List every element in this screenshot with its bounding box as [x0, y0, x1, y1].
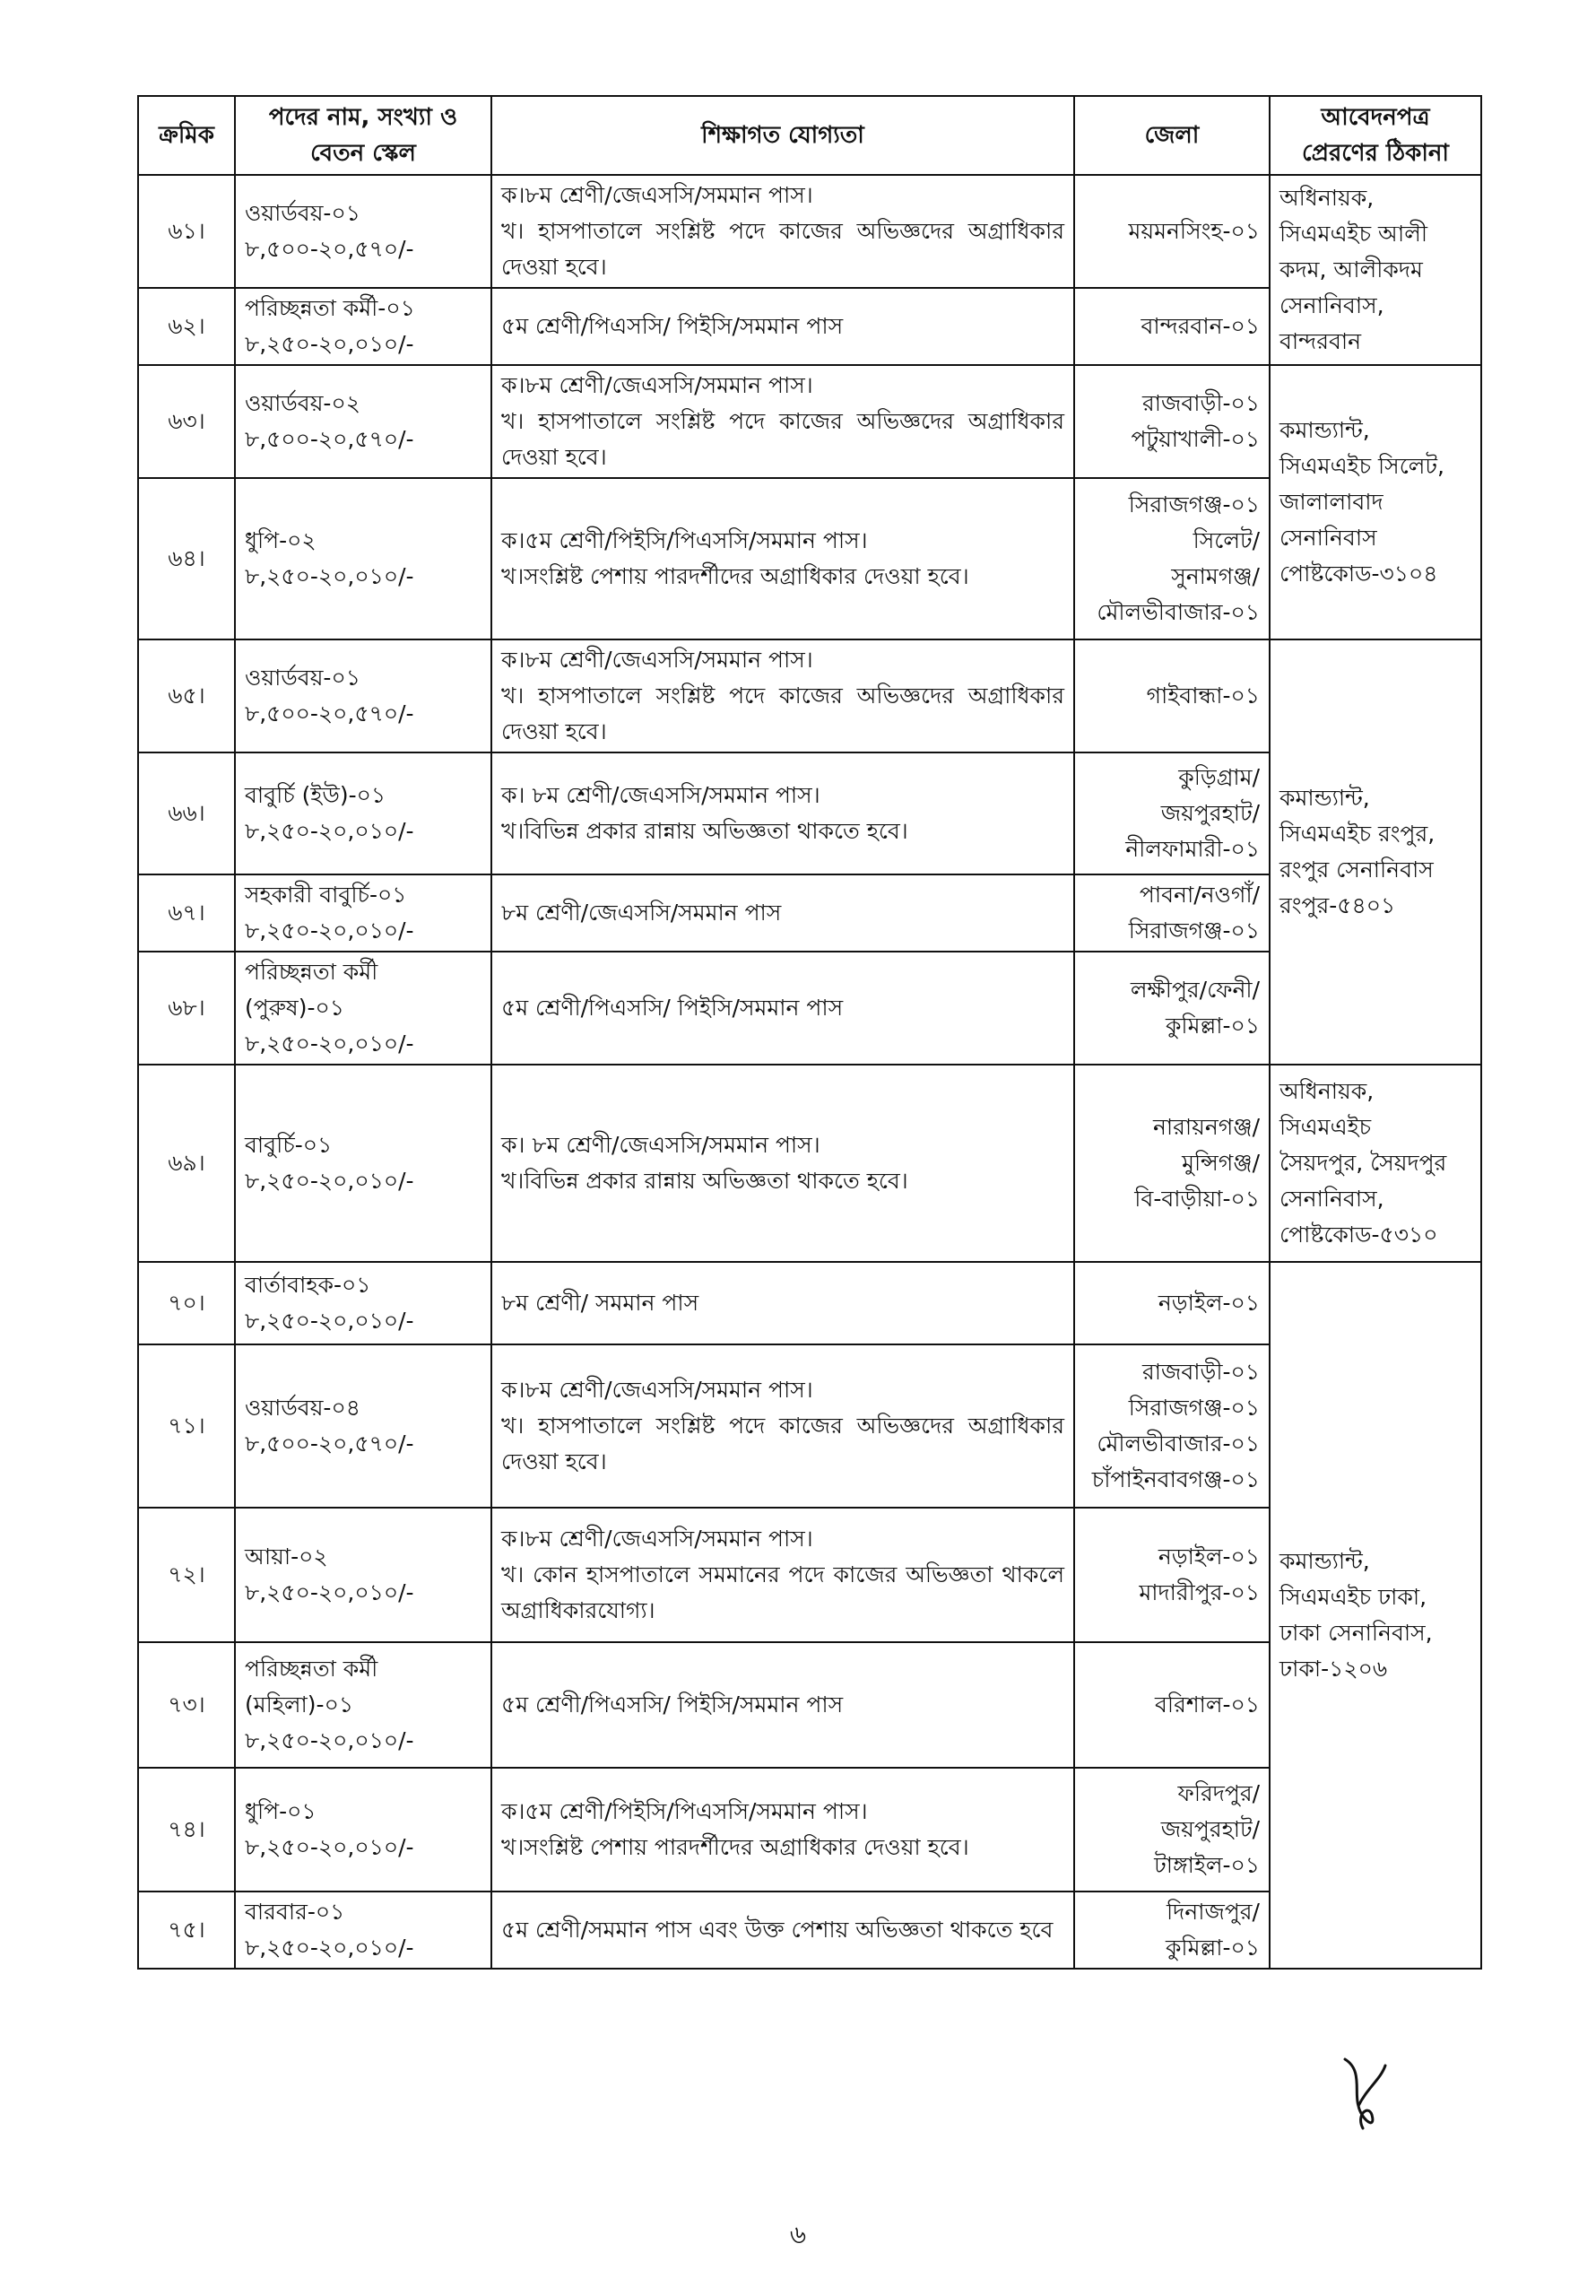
district-cell: [1074, 874, 1270, 952]
post-cell: [235, 1768, 491, 1892]
header-post-line2: বেতন স্কেল: [310, 140, 416, 167]
post-line: (পুরুষ)-০১: [245, 995, 344, 1021]
qualification-line: ক।৮ম শ্রেণী/জেএসসি/সমমান পাস।: [501, 647, 813, 673]
serial-cell: ৭৩।: [138, 1642, 235, 1768]
post-line: ওয়ার্ডবয়-০১: [245, 665, 360, 691]
district-line: চাঁপাইনবাবগঞ্জ-০১: [1091, 1466, 1260, 1492]
qualification-cell: [491, 1642, 1074, 1768]
district-line: সিরাজগঞ্জ-০১: [1128, 1395, 1260, 1421]
post-cell: [235, 752, 491, 874]
post-line: আয়া-০২: [245, 1544, 328, 1570]
post-line: ৮,৫০০-২০,৫৭০/-: [245, 426, 414, 452]
qualification-cell: [491, 1892, 1074, 1969]
district-line: কুমিল্লা-০১: [1165, 1013, 1260, 1039]
serial-cell: ৭১।: [138, 1344, 235, 1508]
serial-cell: ৬৫।: [138, 639, 235, 752]
district-line: নড়াইল-০১: [1158, 1290, 1260, 1316]
serial-cell: ৭০।: [138, 1262, 235, 1344]
post-line: ৮,২৫০-২০,০১০/-: [245, 1727, 414, 1753]
district-line: বি-বাড়ীয়া-০১: [1134, 1186, 1260, 1212]
serial-cell: ৬৭।: [138, 874, 235, 952]
district-cell: [1074, 1892, 1270, 1969]
qualification-cell: [491, 1065, 1074, 1262]
qualification-cell: [491, 874, 1074, 952]
qualification-cell: [491, 478, 1074, 639]
district-cell: [1074, 1642, 1270, 1768]
qualification-line: খ। কোন হাসপাতালে সমমানের পদে কাজের অভিজ্ঞতা থাকলে অগ্রাধিকারযোগ্য।: [501, 1561, 1064, 1623]
header-address-line1: আবেদনপত্র: [1321, 104, 1430, 131]
job-table: [137, 95, 1482, 1970]
table-row: [138, 1065, 1481, 1262]
district-line: রাজবাড়ী-০১: [1141, 1359, 1260, 1385]
district-line: সিলেট/: [1193, 527, 1260, 553]
post-cell: [235, 478, 491, 639]
post-cell: [235, 288, 491, 365]
address-line: রংপুর-৫৪০১: [1279, 892, 1396, 918]
table-row: [138, 639, 1481, 752]
qualification-cell: [491, 639, 1074, 752]
post-line: ৮,৫০০-২০,৫৭০/-: [245, 236, 414, 262]
post-line: ৮,২৫০-২০,০১০/-: [245, 1935, 414, 1961]
address-line: সৈয়দপুর, সৈয়দপুর: [1279, 1150, 1447, 1176]
qualification-line: খ। হাসপাতালে সংশ্লিষ্ট পদে কাজের অভিজ্ঞদের অগ্রাধিকার দেওয়া হবে।: [501, 1413, 1064, 1474]
address-line: ঢাকা-১২০৬: [1279, 1656, 1388, 1682]
post-line: বাবুর্চি (ইউ)-০১: [245, 782, 386, 808]
signature-mark: [1336, 2052, 1399, 2142]
post-line: ৮,২৫০-২০,০১০/-: [245, 563, 414, 589]
qualification-line: খ।সংশ্লিষ্ট পেশায় পারদর্শীদের অগ্রাধিকার দেওয়া হবে।: [501, 1834, 969, 1860]
district-cell: [1074, 1262, 1270, 1344]
qualification-cell: [491, 175, 1074, 288]
page-number: ৬: [789, 2220, 807, 2249]
post-line: পরিচ্ছন্নতা কর্মী-০১: [245, 295, 415, 321]
post-line: ওয়ার্ডবয়-০৪: [245, 1395, 360, 1421]
qualification-line: খ। হাসপাতালে সংশ্লিষ্ট পদে কাজের অভিজ্ঞদের অগ্রাধিকার দেওয়া হবে।: [501, 683, 1064, 744]
district-line: ময়মনসিংহ-০১: [1128, 218, 1260, 244]
qualification-cell: [491, 952, 1074, 1065]
qualification-line: ক।৮ম শ্রেণী/জেএসসি/সমমান পাস।: [501, 1526, 813, 1552]
post-cell: [235, 1642, 491, 1768]
district-cell: [1074, 288, 1270, 365]
district-line: রাজবাড়ী-০১: [1141, 390, 1260, 416]
qualification-line: খ। হাসপাতালে সংশ্লিষ্ট পদে কাজের অভিজ্ঞদের অগ্রাধিকার দেওয়া হবে।: [501, 408, 1064, 470]
serial-cell: ৬৯।: [138, 1065, 235, 1262]
post-cell: [235, 1262, 491, 1344]
header-post-line1: পদের নাম, সংখ্যা ও: [268, 104, 458, 131]
header-district: জেলা: [1074, 96, 1270, 175]
address-cell: [1270, 1065, 1481, 1262]
district-cell: [1074, 952, 1270, 1065]
address-cell: [1270, 639, 1481, 1065]
district-line: মাদারীপুর-০১: [1139, 1579, 1260, 1605]
post-line: ৮,২৫০-২০,০১০/-: [245, 331, 414, 357]
post-line: বার্তাবাহক-০১: [245, 1272, 371, 1298]
qualification-cell: [491, 1508, 1074, 1642]
district-line: সুনামগঞ্জ/: [1171, 563, 1260, 589]
district-line: পটুয়াখালী-০১: [1131, 426, 1260, 452]
address-line: কমান্ড্যান্ট,: [1279, 785, 1370, 811]
post-cell: [235, 1892, 491, 1969]
post-line: ওয়ার্ডবয়-০১: [245, 200, 360, 226]
district-line: জয়পুরহাট/: [1160, 1816, 1260, 1842]
district-line: বান্দরবান-০১: [1141, 313, 1260, 339]
post-line: ৮,২৫০-২০,০১০/-: [245, 918, 414, 944]
district-line: নারায়নগঞ্জ/: [1153, 1114, 1260, 1140]
address-line: বান্দরবান: [1279, 328, 1362, 354]
post-line: ধুপি-০২: [245, 527, 317, 553]
district-line: মৌলভীবাজার-০১: [1097, 1431, 1260, 1457]
table-body: [138, 175, 1481, 1969]
post-cell: [235, 1065, 491, 1262]
post-line: ৮,২৫০-২০,০১০/-: [245, 1168, 414, 1194]
qualification-cell: [491, 752, 1074, 874]
post-line: ৮,২৫০-২০,০১০/-: [245, 1579, 414, 1605]
qualification-line: ৫ম শ্রেণী/পিএসসি/ পিইসি/সমমান পাস: [501, 995, 844, 1021]
district-line: টাঙ্গাইল-০১: [1154, 1852, 1260, 1878]
header-address: [1270, 96, 1481, 175]
district-line: কুড়িগ্রাম/: [1178, 764, 1260, 790]
post-line: (মহিলা)-০১: [245, 1692, 354, 1718]
district-line: গাইবান্ধা-০১: [1146, 683, 1260, 709]
district-line: লক্ষীপুর/ফেনী/: [1130, 977, 1260, 1003]
serial-cell: ৭৫।: [138, 1892, 235, 1969]
post-line: ৮,২৫০-২০,০১০/-: [245, 818, 414, 844]
table-header-row: [138, 96, 1481, 175]
district-line: সিরাজগঞ্জ-০১: [1128, 491, 1260, 517]
table-row: [138, 365, 1481, 478]
address-line: সেনানিবাস,: [1279, 1186, 1384, 1212]
header-qualification: শিক্ষাগত যোগ্যতা: [491, 96, 1074, 175]
qualification-line: ক।৮ম শ্রেণী/জেএসসি/সমমান পাস।: [501, 372, 813, 398]
serial-cell: ৬২।: [138, 288, 235, 365]
district-line: মৌলভীবাজার-০১: [1097, 599, 1260, 625]
district-line: বরিশাল-০১: [1155, 1692, 1260, 1718]
table-row: [138, 175, 1481, 288]
address-line: সেনানিবাস,: [1279, 292, 1384, 318]
district-line: জয়পুরহাট/: [1160, 800, 1260, 826]
address-line: পোষ্টকোড-৩১০৪: [1279, 561, 1438, 587]
serial-cell: ৭২।: [138, 1508, 235, 1642]
district-cell: [1074, 175, 1270, 288]
post-cell: [235, 639, 491, 752]
qualification-cell: [491, 1262, 1074, 1344]
district-cell: [1074, 1065, 1270, 1262]
qualification-line: ক। ৮ম শ্রেণী/জেএসসি/সমমান পাস।: [501, 1132, 820, 1158]
district-cell: [1074, 1768, 1270, 1892]
qualification-line: খ।বিভিন্ন প্রকার রান্নায় অভিজ্ঞতা থাকতে হবে।: [501, 1168, 908, 1194]
post-line: ৮,৫০০-২০,৫৭০/-: [245, 700, 414, 726]
district-line: পাবনা/নওগাঁ/: [1139, 882, 1260, 908]
district-line: নড়াইল-০১: [1158, 1544, 1260, 1570]
post-line: পরিচ্ছন্নতা কর্মী: [245, 1656, 378, 1682]
qualification-line: খ। হাসপাতালে সংশ্লিষ্ট পদে কাজের অভিজ্ঞদের অগ্রাধিকার দেওয়া হবে।: [501, 218, 1064, 280]
post-cell: [235, 1508, 491, 1642]
address-cell: [1270, 175, 1481, 365]
post-line: বারবার-০১: [245, 1899, 345, 1925]
post-line: ৮,২৫০-২০,০১০/-: [245, 1031, 414, 1057]
qualification-line: ক।৫ম শ্রেণী/পিইসি/পিএসসি/সমমান পাস।: [501, 527, 868, 553]
qualification-line: ৫ম শ্রেণী/সমমান পাস এবং উক্ত পেশায় অভিজ্ঞতা থাকতে হবে: [501, 1917, 1054, 1943]
address-line: সিএমএইচ ঢাকা,: [1279, 1584, 1427, 1610]
district-cell: [1074, 478, 1270, 639]
serial-cell: ৬১।: [138, 175, 235, 288]
qualification-line: ক।৫ম শ্রেণী/পিইসি/পিএসসি/সমমান পাস।: [501, 1798, 868, 1824]
post-cell: [235, 1344, 491, 1508]
serial-cell: ৬৪।: [138, 478, 235, 639]
address-line: সিএমএইচ আলী: [1279, 221, 1427, 247]
address-line: সিএমএইচ সিলেট,: [1279, 453, 1444, 479]
post-line: ধুপি-০১: [245, 1798, 317, 1824]
post-line: বাবুর্চি-০১: [245, 1132, 333, 1158]
post-line: ৮,২৫০-২০,০১০/-: [245, 1308, 414, 1334]
qualification-line: ৮ম শ্রেণী/জেএসসি/সমমান পাস: [501, 900, 782, 926]
address-line: সিএমএইচ রংপুর,: [1279, 821, 1436, 847]
address-line: জালালাবাদ: [1279, 489, 1383, 515]
post-line: সহকারী বাবুর্চি-০১: [245, 882, 407, 908]
header-post: [235, 96, 491, 175]
post-line: ৮,৫০০-২০,৫৭০/-: [245, 1431, 414, 1457]
qualification-cell: [491, 288, 1074, 365]
qualification-line: খ।সংশ্লিষ্ট পেশায় পারদর্শীদের অগ্রাধিকার দেওয়া হবে।: [501, 563, 969, 589]
serial-cell: ৬৮।: [138, 952, 235, 1065]
district-line: কুমিল্লা-০১: [1165, 1935, 1260, 1961]
address-line: কমান্ড্যান্ট,: [1279, 417, 1370, 443]
district-line: ফরিদপুর/: [1177, 1780, 1260, 1806]
header-address-line2: প্রেরণের ঠিকানা: [1302, 140, 1449, 167]
address-line: কমান্ড্যান্ট,: [1279, 1548, 1370, 1574]
qualification-line: খ।বিভিন্ন প্রকার রান্নায় অভিজ্ঞতা থাকতে হবে।: [501, 818, 908, 844]
address-line: সিএমএইচ: [1279, 1114, 1372, 1140]
post-line: পরিচ্ছন্নতা কর্মী: [245, 959, 378, 985]
district-cell: [1074, 752, 1270, 874]
post-line: ৮,২৫০-২০,০১০/-: [245, 1834, 414, 1860]
district-cell: [1074, 1344, 1270, 1508]
qualification-line: ক।৮ম শ্রেণী/জেএসসি/সমমান পাস।: [501, 1377, 813, 1403]
district-line: নীলফামারী-০১: [1125, 836, 1260, 862]
qualification-cell: [491, 365, 1074, 478]
address-line: কদম, আলীকদম: [1279, 257, 1423, 283]
post-cell: [235, 952, 491, 1065]
address-line: পোষ্টকোড-৫৩১০: [1279, 1222, 1438, 1248]
district-cell: [1074, 365, 1270, 478]
qualification-line: ক। ৮ম শ্রেণী/জেএসসি/সমমান পাস।: [501, 782, 820, 808]
address-cell: [1270, 365, 1481, 639]
serial-cell: ৭৪।: [138, 1768, 235, 1892]
qualification-cell: [491, 1344, 1074, 1508]
address-cell: [1270, 1262, 1481, 1969]
district-cell: [1074, 1508, 1270, 1642]
address-line: অধিনায়ক,: [1279, 1078, 1375, 1104]
address-line: অধিনায়ক,: [1279, 185, 1375, 211]
qualification-line: ৫ম শ্রেণী/পিএসসি/ পিইসি/সমমান পাস: [501, 313, 844, 339]
qualification-line: ক।৮ম শ্রেণী/জেএসসি/সমমান পাস।: [501, 182, 813, 208]
district-line: মুন্সিগঞ্জ/: [1182, 1150, 1260, 1176]
qualification-line: ৮ম শ্রেণী/ সমমান পাস: [501, 1290, 699, 1316]
address-line: সেনানিবাস: [1279, 525, 1377, 551]
post-cell: [235, 175, 491, 288]
district-line: সিরাজগঞ্জ-০১: [1128, 918, 1260, 944]
post-cell: [235, 365, 491, 478]
post-line: ওয়ার্ডবয়-০২: [245, 390, 360, 416]
serial-cell: ৬৩।: [138, 365, 235, 478]
district-cell: [1074, 639, 1270, 752]
table-row: [138, 1262, 1481, 1344]
post-cell: [235, 874, 491, 952]
header-serial: ক্রমিক: [138, 96, 235, 175]
district-line: দিনাজপুর/: [1167, 1899, 1260, 1925]
address-line: ঢাকা সেনানিবাস,: [1279, 1620, 1433, 1646]
address-line: রংপুর সেনানিবাস: [1279, 857, 1434, 883]
qualification-line: ৫ম শ্রেণী/পিএসসি/ পিইসি/সমমান পাস: [501, 1692, 844, 1718]
qualification-cell: [491, 1768, 1074, 1892]
serial-cell: ৬৬।: [138, 752, 235, 874]
